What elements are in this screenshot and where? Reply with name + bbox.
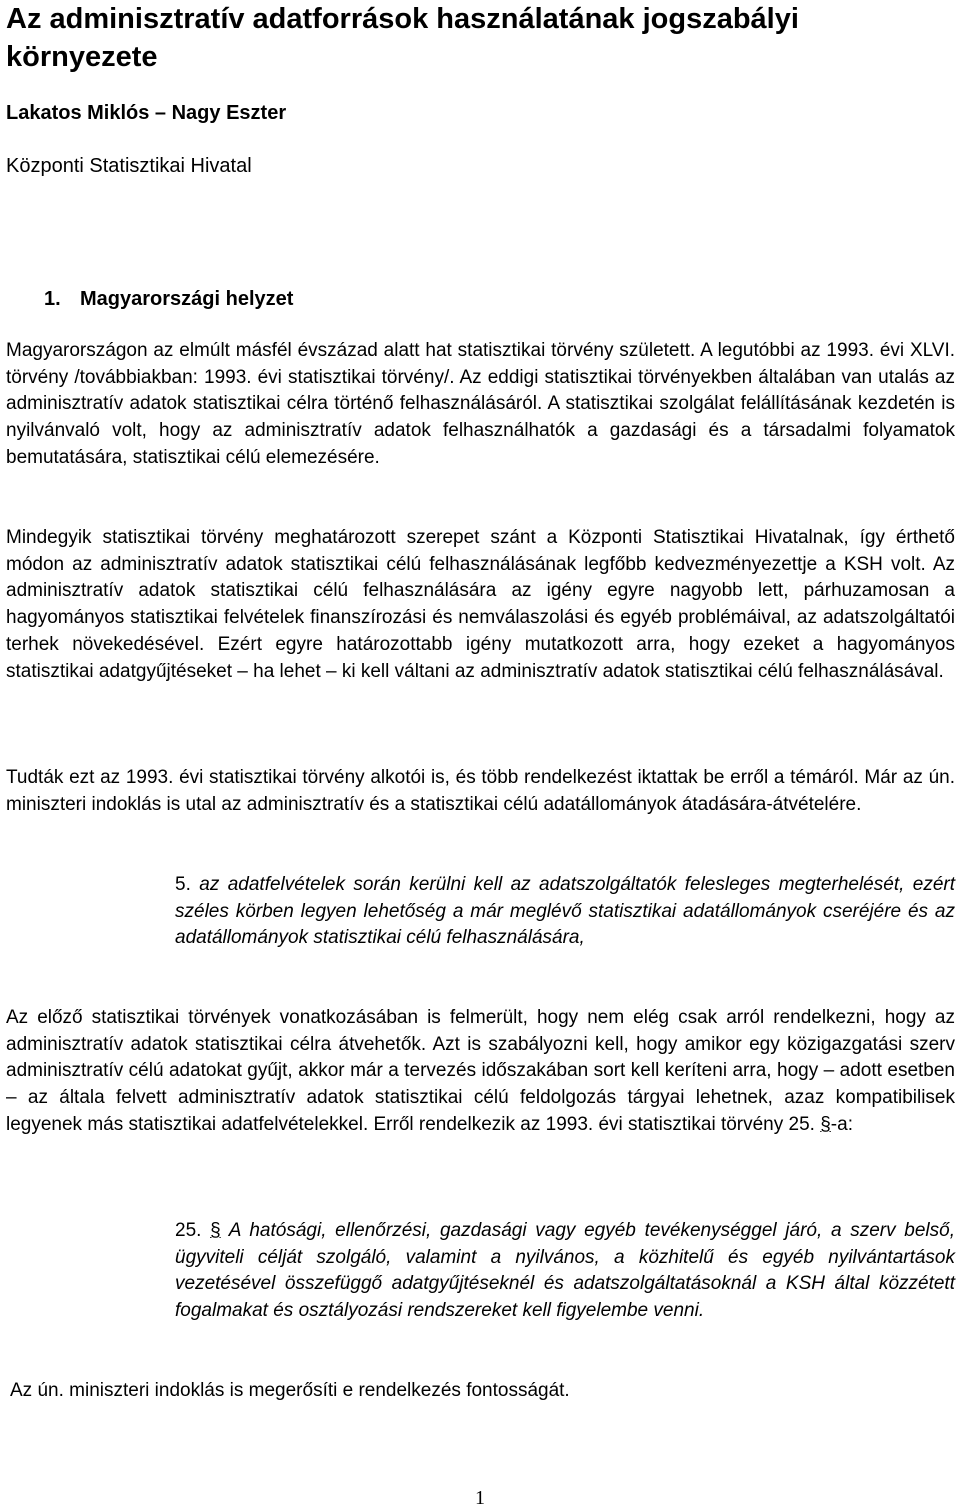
paragraph-1: Magyarországon az elmúlt másfél évszázad alatt hat statisztikai törvény született. A legutóbbi az 1993. évi XLVI. törvény /továbbiakban: 1993. évi statisztikai törvény/. Az eddigi statisztikai törvényekben általában van utalás az adminisztratív adatok statisztikai célra történő felhasználásáról. A statisztikai szolgálat felállításának kezdetén is nyilvánvaló volt, hogy az adminisztratív adatok felhasználhatók a gazdasági és a társadalmi folyamatok bemutatására, statisztikai célú elemezésére. xyxy=(6,340,955,468)
document-title: Az adminisztratív adatforrások használatának jogszabályi környezete xyxy=(6,3,799,73)
paragraph-2: Mindegyik statisztikai törvény meghatározott szerepet szánt a Központi Statisztikai Hivatalnak, így érthető módon az adminisztratív adatok statisztikai célú felhasználásának legfőbb kedvezményezettje a KSH volt. Az adminisztratív adatok statisztikai célú felhasználására az igény egyre nagyobb lett, párhuzamosan a hagyományos statisztikai felvételek finanszírozási és nemválaszolási és egyéb problémáival, az adatszolgáltatói terhek növekedésével. Ezért egyre határozottabb igény mutatkozott arra, hogy ezeket a hagyományos statisztikai adatgyűjtéseket – ha lehet – ki kell váltani az adminisztratív adatok statisztikai célú felhasználásával. xyxy=(6,527,955,682)
paragraph-3: Tudták ezt az 1993. évi statisztikai törvény alkotói is, és több rendelkezést iktattak be erről a témáról. Már az ún. miniszteri indoklás is utal az adminisztratív és a statisztikai célú adatállományok átadására-átvételére. xyxy=(6,767,955,815)
quote-1-number: 5. xyxy=(175,874,191,895)
institution: Központi Statisztikai Hivatal xyxy=(6,155,252,177)
page-number: 1 xyxy=(475,1487,485,1509)
section-sign: § xyxy=(820,1113,831,1135)
closing-paragraph: Az ún. miniszteri indoklás is megerősíti e rendelkezés fontosságát. xyxy=(10,1380,570,1401)
paragraph-4-text: Az előző statisztikai törvények vonatkozásában is felmerült, hogy nem elég csak arról rendelkezni, hogy az adminisztratív adatok statisztikai célra átvehetők. Azt is szabályozni kell, hogy amikor egy közigazgatási szerv adminisztratív célú adatokat gyűjt, akkor már a tervezés időszakában sort kell keríteni arra, hogy – adott esetben – az általa felvett adminisztratív adatok statisztikai célú feldolgozás tárgyai lehetnek, azaz kompatibilisek legyenek más statisztikai adatfelvételekkel. Erről rendelkezik az 1993. évi statisztikai törvény 25. xyxy=(6,1007,955,1135)
section-number: 1. xyxy=(44,288,61,310)
quote-1 xyxy=(175,872,955,952)
quote-2-number: 25. xyxy=(175,1220,202,1241)
quote-2-text: A hatósági, ellenőrzési, gazdasági vagy egyéb tevékenységgel járó, a szerv belső, ügyviteli célját szolgáló, valamint a nyilvános, a közhitelű és egyéb nyilvántartások vezetésével összefüggő adatgyűjtéseknél és adatszolgáltatásoknál a KSH által közzétett fogalmakat és osztályozási rendszereket kell figyelembe venni. xyxy=(175,1220,956,1322)
paragraph-4 xyxy=(6,1005,955,1139)
quote-1-text: az adatfelvételek során kerülni kell az adatszolgáltatók felesleges megterhelését, ezért széles körben legyen lehetőség a már meglévő statisztikai adatállományok cseréjére és az adatállományok statisztikai célú felhasználására, xyxy=(175,874,956,949)
quote-2-section-sign: § xyxy=(210,1220,221,1241)
quote-2 xyxy=(175,1218,955,1325)
section-title: Magyarországi helyzet xyxy=(80,288,294,310)
authors: Lakatos Miklós – Nagy Eszter xyxy=(6,102,287,124)
paragraph-4-suffix: -a: xyxy=(830,1113,853,1135)
section-heading xyxy=(44,286,293,312)
